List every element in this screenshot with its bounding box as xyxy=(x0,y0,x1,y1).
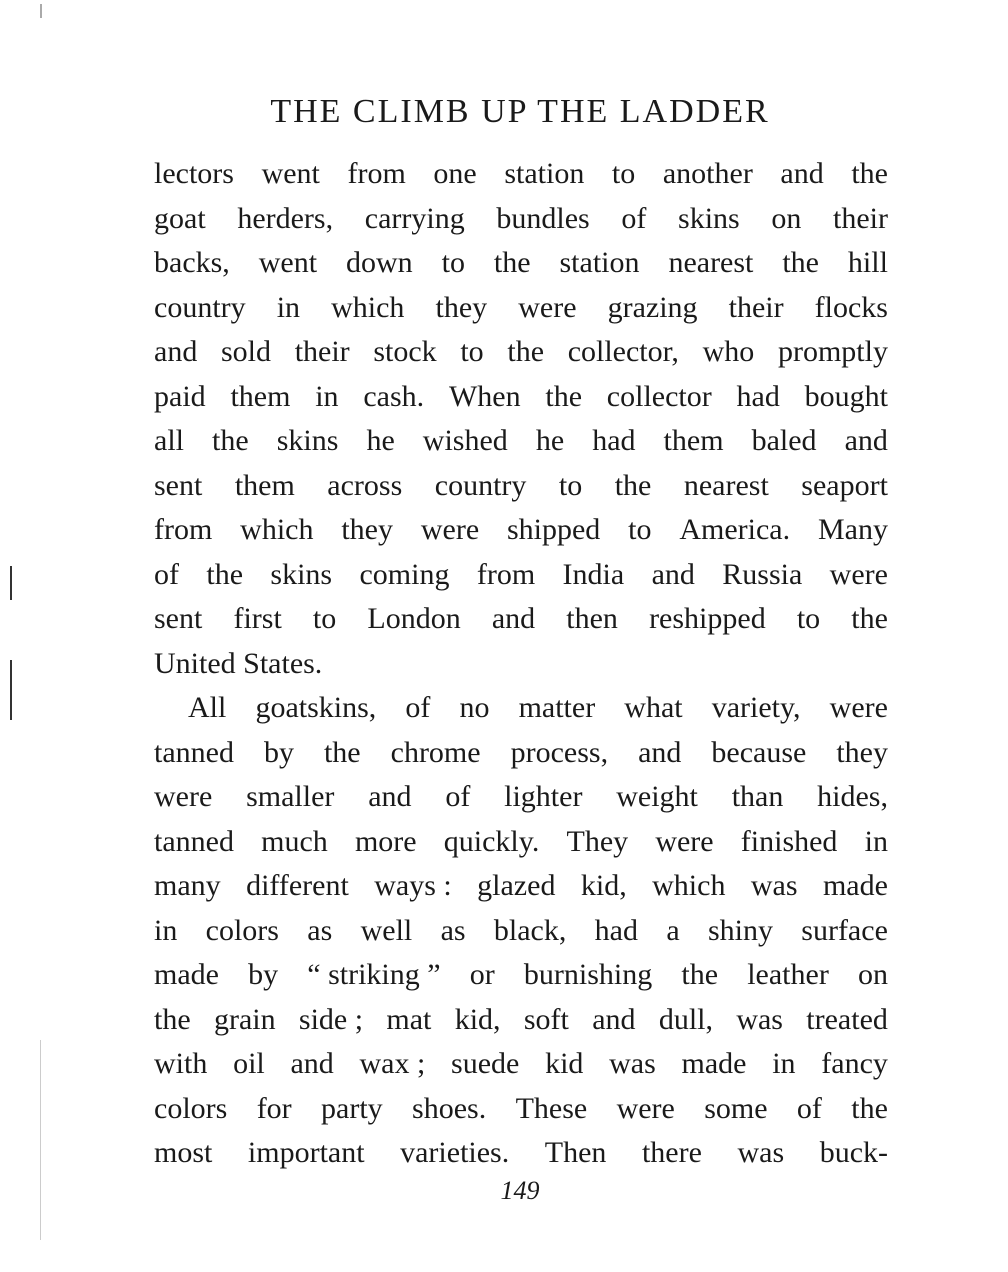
text-line xyxy=(154,686,888,731)
word: the xyxy=(614,468,652,502)
word: some xyxy=(704,1091,768,1125)
word: oil xyxy=(233,1047,265,1080)
word: baled xyxy=(751,424,817,457)
word: the xyxy=(212,424,249,457)
word: collector, xyxy=(567,335,679,368)
text-line xyxy=(154,597,888,642)
word: from xyxy=(347,157,406,190)
word: and xyxy=(290,1047,334,1080)
word: finished xyxy=(740,824,838,858)
word: made xyxy=(681,1047,747,1080)
word: the xyxy=(493,246,531,279)
word: many xyxy=(154,869,221,902)
word: went xyxy=(261,157,320,190)
word: which xyxy=(240,513,314,546)
word: no xyxy=(459,691,490,724)
word: were xyxy=(829,691,888,724)
word: bought xyxy=(804,379,888,413)
word: were xyxy=(420,513,480,546)
text-line xyxy=(154,642,888,687)
word: in xyxy=(864,824,888,858)
word: because xyxy=(711,735,807,769)
word: them xyxy=(234,468,295,502)
word: with xyxy=(154,1047,208,1080)
word: there xyxy=(641,1136,702,1169)
word: promptly xyxy=(777,335,888,368)
word: to xyxy=(611,157,636,190)
word: the xyxy=(851,1091,888,1125)
word: by xyxy=(263,735,294,769)
word: skins xyxy=(276,424,339,457)
word: kid, xyxy=(454,1002,501,1036)
word: in xyxy=(315,379,339,413)
word: side ; xyxy=(298,1002,364,1036)
running-head-title: THE CLIMB UP THE LADDER xyxy=(270,93,770,130)
word: who xyxy=(702,335,755,368)
word: hides, xyxy=(817,780,888,813)
text-line xyxy=(154,152,888,197)
word: to xyxy=(796,602,821,635)
word: kid xyxy=(545,1047,584,1080)
word: they xyxy=(435,290,488,324)
word: wax ; xyxy=(359,1047,426,1080)
word: made xyxy=(154,958,219,991)
page-number: 149 xyxy=(500,1176,540,1205)
word: made xyxy=(822,869,888,902)
word: were xyxy=(655,824,714,858)
word: flocks xyxy=(814,290,888,324)
word: wished xyxy=(422,424,508,457)
word: These xyxy=(515,1091,588,1125)
word: the xyxy=(545,379,583,413)
word: of xyxy=(405,691,431,724)
word: quickly. xyxy=(443,824,540,858)
word: carrying xyxy=(364,201,465,235)
word: smaller xyxy=(246,780,335,813)
word: most xyxy=(154,1136,213,1169)
word: grain xyxy=(213,1002,276,1036)
word: suede xyxy=(451,1047,520,1080)
word: skins xyxy=(678,201,740,235)
word: kid, xyxy=(580,869,627,902)
word: was xyxy=(609,1047,656,1080)
word: black, xyxy=(493,913,567,947)
word: seaport xyxy=(801,468,888,502)
text-line xyxy=(154,820,888,865)
word: Many xyxy=(817,513,888,546)
word: the xyxy=(206,557,244,591)
word: of xyxy=(445,780,471,813)
word: They xyxy=(566,824,629,858)
word: to xyxy=(441,246,465,279)
word: well xyxy=(360,913,413,947)
word: cash. xyxy=(363,379,425,413)
word: by xyxy=(248,958,279,991)
word: on xyxy=(771,201,802,235)
text-line xyxy=(154,553,888,598)
text-line xyxy=(154,1042,888,1087)
word: was xyxy=(750,869,798,902)
word: one xyxy=(433,157,477,190)
word: or xyxy=(469,958,495,991)
word: on xyxy=(857,958,888,991)
word: country xyxy=(434,468,527,502)
word: tanned xyxy=(154,735,234,769)
word: in xyxy=(154,913,178,947)
word: fancy xyxy=(821,1047,888,1080)
word: they xyxy=(341,513,393,546)
word: treated xyxy=(806,1002,888,1036)
word: what xyxy=(624,691,683,724)
word: from xyxy=(154,513,213,546)
word: different xyxy=(246,869,349,902)
word: lectors xyxy=(154,157,234,190)
word: went xyxy=(258,246,318,279)
word: coming xyxy=(359,557,450,591)
word: were xyxy=(154,780,213,813)
margin-scan-speck xyxy=(40,1040,41,1240)
word: in xyxy=(772,1047,796,1080)
word: the xyxy=(851,157,888,190)
text-line xyxy=(154,1131,888,1176)
word: soft xyxy=(523,1002,569,1036)
word: bundles xyxy=(496,201,590,235)
body-text xyxy=(154,152,888,1176)
word: more xyxy=(354,824,417,858)
word: were xyxy=(616,1091,675,1125)
word: the xyxy=(154,1002,191,1036)
word: mat xyxy=(386,1002,432,1036)
margin-scan-mark xyxy=(10,660,12,720)
text-line xyxy=(154,775,888,820)
word: which xyxy=(331,290,405,324)
word: America. xyxy=(679,513,791,546)
text-line xyxy=(154,286,888,331)
word: down xyxy=(346,246,413,279)
word: backs, xyxy=(154,246,230,279)
word: chrome xyxy=(390,735,481,769)
word: nearest xyxy=(683,468,769,502)
word: buck- xyxy=(819,1136,888,1169)
word: across xyxy=(327,468,403,502)
word: them xyxy=(230,379,291,413)
word: London xyxy=(367,602,461,635)
word: glazed xyxy=(477,869,556,902)
text-line xyxy=(154,375,888,420)
word: the xyxy=(782,246,819,279)
word: the xyxy=(851,602,888,635)
word: Then xyxy=(544,1136,607,1169)
word: colors xyxy=(205,913,279,947)
word: goatskins, xyxy=(255,691,377,724)
margin-scan-mark xyxy=(10,566,12,600)
word: stock xyxy=(373,335,437,368)
word: had xyxy=(592,424,636,457)
word: reshipped xyxy=(649,602,766,635)
text-line xyxy=(154,953,888,998)
paragraph-2 xyxy=(154,686,888,1176)
text-line xyxy=(154,464,888,509)
word: and xyxy=(638,735,682,769)
word: party xyxy=(321,1091,383,1125)
word: a xyxy=(666,913,680,947)
word: “ striking ” xyxy=(307,958,441,991)
word: then xyxy=(566,602,618,635)
text-line xyxy=(154,241,888,286)
word: India xyxy=(562,557,625,591)
word: Russia xyxy=(722,557,803,591)
word: shoes. xyxy=(412,1091,487,1125)
text-line xyxy=(154,1087,888,1132)
word: was xyxy=(737,1136,785,1169)
word: was xyxy=(736,1002,783,1036)
word: important xyxy=(247,1136,365,1169)
word: tanned xyxy=(154,824,234,858)
word: as xyxy=(307,913,333,947)
word: goat xyxy=(154,201,206,235)
word: and xyxy=(592,1002,636,1036)
word: weight xyxy=(616,780,698,813)
word: sold xyxy=(221,335,272,368)
word: and xyxy=(780,157,824,190)
text-line xyxy=(154,864,888,909)
word: to xyxy=(628,513,652,546)
word: their xyxy=(294,335,350,368)
word: of xyxy=(796,1091,822,1125)
word: nearest xyxy=(668,246,754,279)
word: and xyxy=(844,424,888,457)
word: station xyxy=(504,157,585,190)
word: and xyxy=(491,602,536,635)
word: the xyxy=(323,735,361,769)
word: to xyxy=(558,468,583,502)
text-line xyxy=(154,197,888,242)
text-line xyxy=(154,508,888,553)
word: country xyxy=(154,290,246,324)
word: them xyxy=(663,424,724,457)
word: all xyxy=(154,424,184,457)
word: of xyxy=(621,201,647,235)
word: to xyxy=(312,602,337,635)
word: process, xyxy=(510,735,609,769)
word: United States. xyxy=(154,646,323,680)
word: their xyxy=(728,290,784,324)
word: matter xyxy=(518,691,596,724)
word: to xyxy=(460,335,484,368)
word: their xyxy=(833,201,888,235)
word: were xyxy=(829,557,888,591)
word: colors xyxy=(154,1091,228,1125)
word: herders, xyxy=(237,201,334,235)
word: first xyxy=(233,602,282,635)
word: for xyxy=(256,1091,292,1125)
word: were xyxy=(518,290,577,324)
word: ways : xyxy=(374,869,452,902)
text-line xyxy=(154,330,888,375)
word: had xyxy=(594,913,638,947)
word: they xyxy=(836,735,888,769)
word: than xyxy=(731,780,784,813)
word: much xyxy=(261,824,328,858)
word: and xyxy=(368,780,412,813)
word: lighter xyxy=(504,780,583,813)
word: had xyxy=(736,379,780,413)
word: burnishing xyxy=(523,958,653,991)
word: paid xyxy=(154,379,206,413)
word: grazing xyxy=(607,290,698,324)
text-line xyxy=(154,419,888,464)
word: and xyxy=(154,335,198,368)
paragraph-1 xyxy=(154,152,888,686)
word: dull, xyxy=(658,1002,713,1036)
word: which xyxy=(652,869,726,902)
word: of xyxy=(154,557,179,591)
word: as xyxy=(440,913,466,947)
word: shipped xyxy=(506,513,601,546)
word: in xyxy=(276,290,301,324)
word: skins xyxy=(270,557,333,591)
word: the xyxy=(681,958,719,991)
word: When xyxy=(448,379,521,413)
word: another xyxy=(662,157,753,190)
word: varieties. xyxy=(400,1136,510,1169)
word: variety, xyxy=(711,691,801,724)
word: shiny xyxy=(707,913,773,947)
word: and xyxy=(651,557,695,591)
text-line xyxy=(154,909,888,954)
word: sent xyxy=(154,468,203,502)
word: collector xyxy=(606,379,712,413)
word: hill xyxy=(847,246,888,279)
word: he xyxy=(535,424,565,457)
word: All xyxy=(188,691,227,724)
word: the xyxy=(507,335,545,368)
word: station xyxy=(559,246,640,279)
word: sent xyxy=(154,602,203,635)
text-line xyxy=(154,998,888,1043)
word: surface xyxy=(801,913,888,947)
margin-scan-speck xyxy=(40,4,42,18)
text-line xyxy=(154,731,888,776)
word: he xyxy=(366,424,395,457)
word: from xyxy=(476,557,536,591)
word: leather xyxy=(747,958,829,991)
